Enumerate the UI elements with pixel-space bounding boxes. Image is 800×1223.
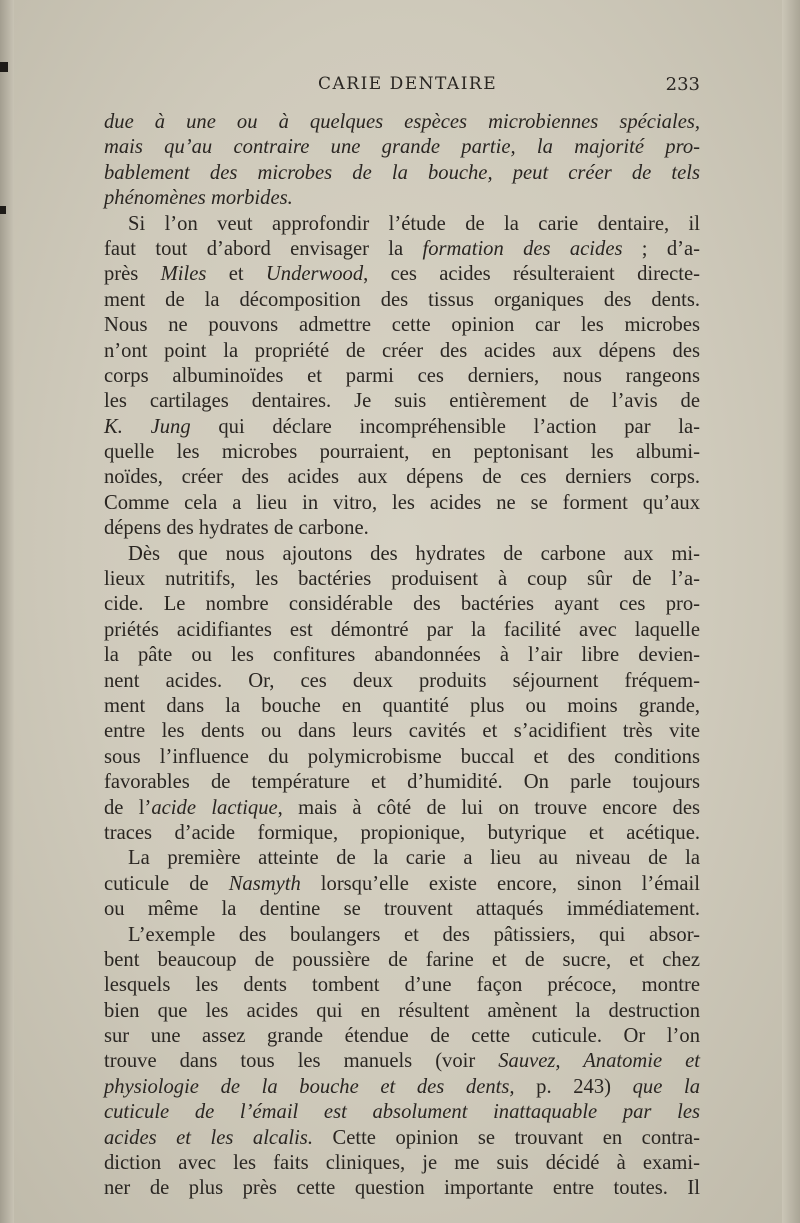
text-segment: près <box>104 263 161 286</box>
text-line <box>104 923 700 948</box>
text-line <box>104 948 700 973</box>
text-segment: nent acides. Or, ces deux produits séjournent fréquem- <box>104 669 700 692</box>
binding-mark <box>0 62 8 72</box>
text-segment: La première atteinte de la carie a lieu au niveau de la <box>128 847 700 870</box>
text-segment: traces d’acide formique, propionique, butyrique et acétique. <box>104 821 700 844</box>
text-line <box>104 1024 700 1049</box>
text-line <box>104 440 700 465</box>
text-segment: p. 243) <box>514 1075 633 1098</box>
text-segment: la pâte ou les confitures abandonnées à l’air libre devien- <box>104 644 700 667</box>
text-line <box>104 897 700 922</box>
text-line <box>104 161 700 186</box>
text-line <box>104 1075 700 1100</box>
text-segment: dépens des hydrates de carbone. <box>104 517 369 540</box>
text-segment: favorables de température et d’humidité. On parle toujours <box>104 771 700 794</box>
text-segment: lieux nutritifs, les bactéries produisent à coup sûr de l’a- <box>104 568 700 591</box>
italic-text: Nasmyth <box>228 872 301 895</box>
text-segment: ou même la dentine se trouvent attaqués immédiatement. <box>104 898 700 921</box>
text-segment: bien que les acides qui en résultent amènent la destruction <box>104 999 700 1022</box>
text-line <box>104 1100 700 1125</box>
text-line <box>104 339 700 364</box>
text-segment: Comme cela a lieu in vitro, les acides ne se forment qu’aux <box>104 491 700 514</box>
text-line <box>104 973 700 998</box>
text-line <box>104 669 700 694</box>
text-line <box>104 999 700 1024</box>
text-line <box>104 846 700 871</box>
text-segment: n’ont point la propriété de créer des acides aux dépens des <box>104 339 700 362</box>
text-segment: faut tout d’abord envisager la <box>104 237 423 260</box>
text-segment: Cette opinion se trouvant en contra- <box>312 1126 700 1149</box>
text-line <box>104 110 700 135</box>
italic-text: Underwood <box>265 263 364 286</box>
italic-text: que la <box>632 1075 701 1098</box>
text-line <box>104 796 700 821</box>
page-right-edge <box>782 0 800 1223</box>
text-segment: quelle les microbes pourraient, en peptonisant les albumi- <box>104 441 700 464</box>
italic-text: bablement des microbes de la bouche, peut créer de tels <box>104 161 700 184</box>
italic-text: physiologie de la bouche et des dents, <box>104 1075 515 1098</box>
text-segment: les cartilages dentaires. Je suis entièrement de l’avis de <box>104 390 700 413</box>
text-segment: sur une assez grande étendue de cette cuticule. Or l’on <box>104 1025 700 1048</box>
text-segment: cide. Le nombre considérable des bactéries ayant ces pro- <box>104 593 700 616</box>
text-line <box>104 542 700 567</box>
text-line <box>104 212 700 237</box>
italic-text: due à une ou à quelques espèces microbiennes spéciales, <box>104 111 700 133</box>
text-segment: priétés acidifiantes est démontré par la facilité avec laquelle <box>104 618 700 641</box>
text-segment: diction avec les faits cliniques, je me suis décidé à exami- <box>104 1152 700 1175</box>
text-line <box>104 389 700 414</box>
italic-text: Miles <box>160 263 207 286</box>
text-segment: corps albuminoïdes et parmi ces derniers, nous rangeons <box>104 364 700 387</box>
text-segment: sous l’influence du polymicrobisme buccal et des conditions <box>104 745 700 768</box>
text-line <box>104 745 700 770</box>
text-segment: lorsqu’elle existe encore, sinon l’émail <box>300 872 700 895</box>
italic-text: cuticule de l’émail est absolument inattaquable par les <box>104 1101 700 1124</box>
text-segment: ; d’a- <box>622 237 701 260</box>
text-segment: bent beaucoup de poussière de farine et de sucre, et chez <box>104 948 700 971</box>
running-title: CARIE DENTAIRE <box>318 74 498 94</box>
text-line <box>104 872 700 897</box>
text-line <box>104 1176 700 1201</box>
text-line <box>104 1126 700 1151</box>
text-line <box>104 770 700 795</box>
italic-text: acides et les alcalis. <box>104 1126 313 1149</box>
text-segment: trouve dans tous les manuels (voir <box>104 1050 499 1073</box>
text-segment: ment de la décomposition des tissus organiques des dents. <box>104 288 700 311</box>
page-left-edge <box>0 0 14 1223</box>
text-segment: , ces acides résulteraient directe- <box>363 263 700 286</box>
text-line <box>104 516 700 541</box>
text-segment: ment dans la bouche en quantité plus ou moins grande, <box>104 694 700 717</box>
text-segment: lesquels les dents tombent d’une façon précoce, montre <box>104 974 700 997</box>
page-header <box>104 74 700 102</box>
text-line <box>104 415 700 440</box>
text-segment: de l’ <box>104 796 152 819</box>
text-line <box>104 313 700 338</box>
italic-text: formation des acides <box>422 237 623 260</box>
italic-text: mais qu’au contraire une grande partie, la majorité pro- <box>104 136 700 159</box>
text-line <box>104 643 700 668</box>
text-segment: qui déclare incompréhensible l’action par la- <box>190 415 700 438</box>
text-line <box>104 1151 700 1176</box>
italic-text: K. Jung <box>104 415 191 438</box>
text-segment: , mais à côté de lui on trouve encore des <box>277 796 701 819</box>
text-line <box>104 592 700 617</box>
text-segment: ner de plus près cette question importante entre toutes. Il <box>104 1177 700 1200</box>
italic-text: phénomènes morbides. <box>104 187 293 210</box>
body-text <box>104 110 700 1202</box>
text-line <box>104 237 700 262</box>
text-line <box>104 1049 700 1074</box>
text-line <box>104 262 700 287</box>
text-line <box>104 719 700 744</box>
text-line <box>104 694 700 719</box>
italic-text: Sauvez, Anatomie et <box>498 1050 700 1073</box>
text-segment: entre les dents ou dans leurs cavités et s’acidifient très vite <box>104 720 700 743</box>
text-line <box>104 567 700 592</box>
text-line <box>104 364 700 389</box>
text-line <box>104 288 700 313</box>
text-segment: et <box>206 263 266 286</box>
binding-mark <box>0 206 6 214</box>
text-line <box>104 491 700 516</box>
text-line <box>104 821 700 846</box>
text-segment: Dès que nous ajoutons des hydrates de carbone aux mi- <box>128 542 700 565</box>
text-segment: Nous ne pouvons admettre cette opinion car les microbes <box>104 314 700 337</box>
text-segment: L’exemple des boulangers et des pâtissiers, qui absor- <box>128 923 700 946</box>
text-line <box>104 618 700 643</box>
text-segment: noïdes, créer des acides aux dépens de ces derniers corps. <box>104 466 700 489</box>
text-segment: cuticule de <box>104 872 229 895</box>
text-segment: Si l’on veut approfondir l’étude de la carie dentaire, il <box>128 212 700 235</box>
text-line <box>104 186 700 211</box>
text-line <box>104 135 700 160</box>
italic-text: acide lactique <box>151 796 278 819</box>
page-number: 233 <box>665 74 700 95</box>
text-line <box>104 465 700 490</box>
